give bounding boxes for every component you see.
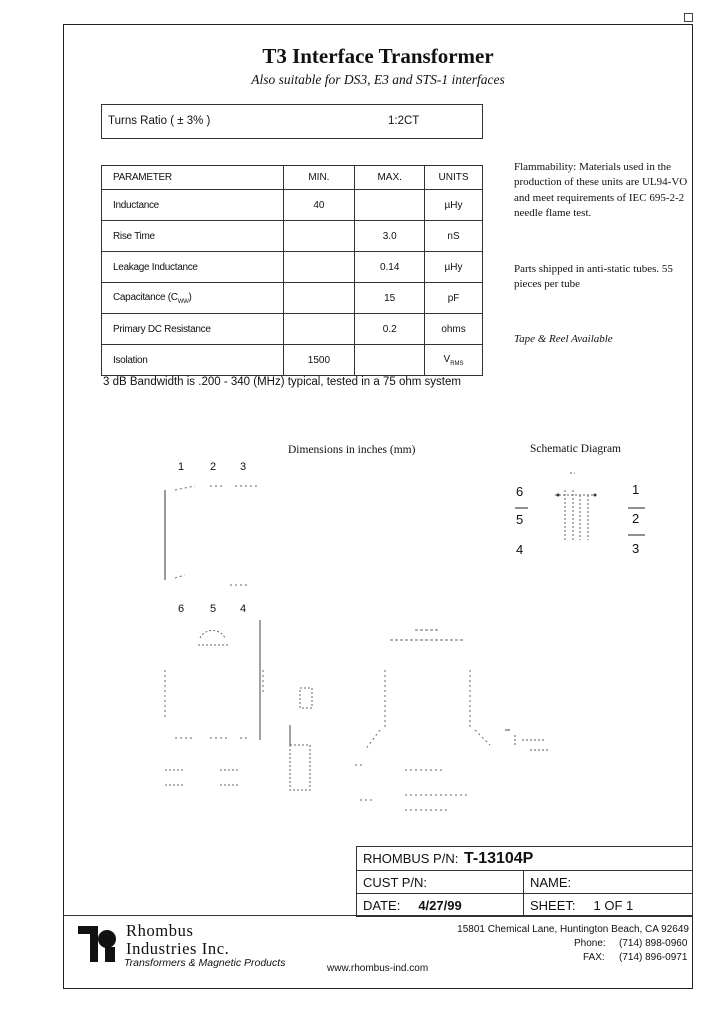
website-link[interactable]: www.rhombus-ind.com: [327, 963, 429, 974]
company-tagline: Transformers & Magnetic Products: [124, 957, 286, 969]
dimensions-label: Dimensions in inches (mm): [288, 444, 416, 456]
part-number-label: RHOMBUS P/N:: [363, 850, 459, 866]
units-cell: pF: [425, 283, 483, 314]
schematic-pin: 4: [516, 542, 524, 557]
schematic-pin: 5: [516, 512, 524, 527]
param-cell: [102, 283, 284, 314]
table-row: [102, 190, 483, 221]
part-number-row: [357, 847, 693, 871]
table-row: [102, 221, 483, 252]
table-row: [102, 283, 483, 314]
schematic-diagram: [510, 465, 660, 555]
max-cell: 3.0: [355, 221, 425, 252]
min-cell: 40: [283, 190, 355, 221]
pin-label: 4: [240, 603, 247, 615]
max-cell: [355, 345, 425, 376]
schematic-pin: 6: [516, 484, 524, 499]
tape-reel-note: Tape & Reel Available: [514, 333, 613, 345]
corner-mark: [684, 13, 693, 22]
dimension-fragment: [510, 725, 555, 755]
max-cell: 0.2: [355, 314, 425, 345]
param-cell: Primary DC Resistance: [102, 314, 284, 345]
param-cell: Rise Time: [102, 221, 284, 252]
page-title: T3 Interface Transformer: [262, 44, 494, 68]
flammability-note: Flammability: Materials used in the production of these units are UL94-VO and meet requirements of IEC 695-2-2 needle flame test.: [514, 161, 688, 219]
param-cell: Inductance: [102, 190, 284, 221]
turns-ratio-box: [101, 104, 483, 139]
param-cell: Isolation: [102, 345, 284, 376]
min-cell: [283, 314, 355, 345]
fax-label: FAX:: [583, 952, 605, 963]
param-subscript: WW: [177, 298, 189, 305]
footer-divider: [63, 915, 693, 916]
param-text: Capacitance (C: [113, 291, 178, 303]
min-cell: 1500: [283, 345, 355, 376]
bandwidth-note: 3 dB Bandwidth is .200 - 340 (MHz) typical, tested in a 75 ohm system: [103, 376, 461, 388]
title-block: [356, 846, 693, 917]
phone-label: Phone:: [574, 938, 606, 949]
header-units: UNITS: [425, 166, 483, 190]
schematic-pin: 3: [632, 541, 640, 556]
table-row: [102, 345, 483, 376]
units-cell: nS: [425, 221, 483, 252]
pin-label: 3: [240, 461, 247, 473]
shipping-note: Parts shipped in anti-static tubes. 55 pieces per tube: [514, 263, 673, 291]
header-parameter: PARAMETER: [102, 166, 284, 190]
max-cell: [355, 190, 425, 221]
dimension-drawing: [150, 470, 510, 820]
pin-label: 1: [178, 461, 185, 473]
company-name-line1: Rhombus: [126, 921, 194, 940]
date-value: 4/27/99: [418, 897, 462, 913]
param-close: ): [188, 291, 192, 303]
pin-label: 5: [210, 603, 217, 615]
header-max: MAX.: [355, 166, 425, 190]
date-label: DATE:: [363, 897, 401, 913]
name-label: NAME:: [524, 871, 693, 894]
spec-table: [101, 165, 483, 376]
min-cell: [283, 283, 355, 314]
param-cell: Leakage Inductance: [102, 252, 284, 283]
turns-ratio-value: 1:2CT: [388, 115, 420, 127]
schematic-pin: 1: [632, 482, 640, 497]
rhombus-logo-icon: [76, 922, 120, 966]
min-cell: [283, 252, 355, 283]
company-address: 15801 Chemical Lane, Huntington Beach, CA 92649: [457, 924, 689, 935]
max-cell: 0.14: [355, 252, 425, 283]
units-cell: µHy: [425, 252, 483, 283]
max-cell: 15: [355, 283, 425, 314]
pin-label: 6: [178, 603, 185, 615]
turns-ratio-label: Turns Ratio ( ± 3% ): [108, 115, 211, 127]
sheet-value: 1 OF 1: [593, 897, 634, 913]
units-subscript: RMS: [450, 360, 464, 367]
phone-number: (714) 898-0960: [619, 938, 688, 949]
sheet-label: SHEET:: [530, 897, 576, 913]
part-number-value: T-13104P: [463, 849, 534, 867]
table-row: [102, 252, 483, 283]
pin-label: 2: [210, 461, 217, 473]
schematic-label: Schematic Diagram: [530, 443, 622, 455]
company-name-line2: Industries Inc.: [126, 939, 230, 958]
units-text: V: [443, 353, 451, 365]
cust-pn-label: CUST P/N:: [357, 871, 524, 894]
table-row: [102, 314, 483, 345]
min-cell: [283, 221, 355, 252]
header-min: MIN.: [283, 166, 355, 190]
units-cell: µHy: [425, 190, 483, 221]
fax-number: (714) 896-0971: [619, 952, 688, 963]
schematic-pin: 2: [632, 511, 640, 526]
spec-table-header: [102, 166, 483, 190]
units-cell: ohms: [425, 314, 483, 345]
units-cell: [425, 345, 483, 376]
page-subtitle: Also suitable for DS3, E3 and STS-1 interfaces: [251, 72, 505, 87]
